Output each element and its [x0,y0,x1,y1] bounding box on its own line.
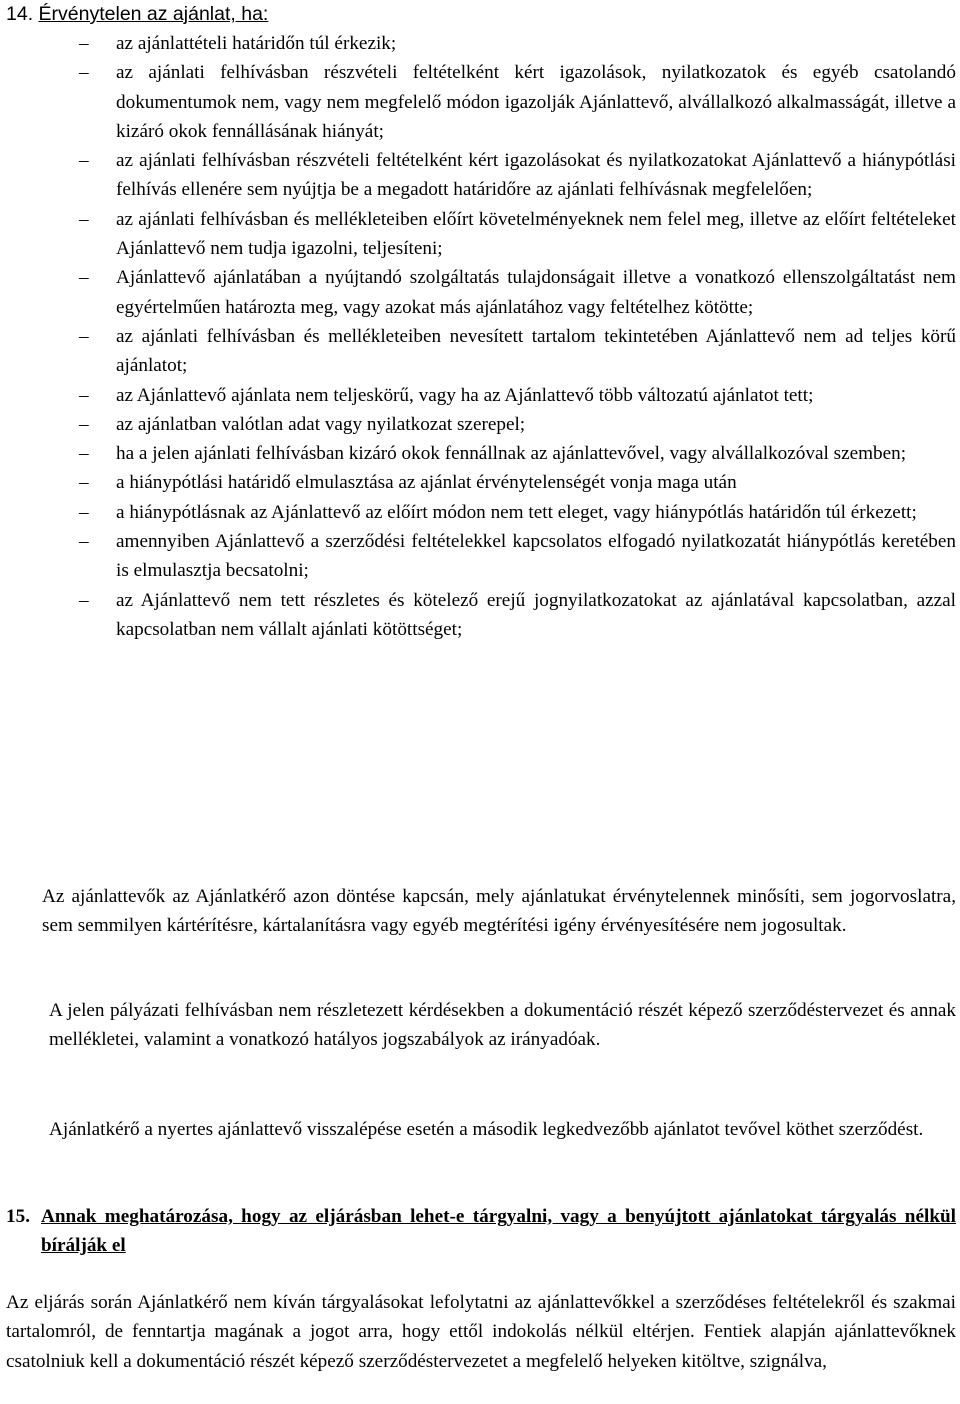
dash-bullet: – [79,384,89,406]
paragraph-second-best-offer: Ajánlatkérő a nyertes ajánlattevő visszalépése esetén a második legkedvezőbb ajánlatot tevővel köthet szerződést. [49,1119,924,1140]
list-item [0,468,960,497]
list-item-text: az ajánlati felhívásban és mellékleteiben nevesített tartalom tekintetében Ajánlattevő nem ad teljes körű ajánlatot; [116,325,956,377]
invalidity-conditions-list [0,29,960,644]
list-item [0,498,960,527]
list-item-text: az Ajánlattevő ajánlata nem teljeskörű, vagy ha az Ajánlattevő több változatú ajánlatot tett; [116,384,814,406]
list-item-text: Ajánlattevő ajánlatában a nyújtandó szolgáltatás tulajdonságait illetve a vonatkozó ellenszolgáltatást nem egyértelműen határozta meg, vagy azokat más ajánlatához vagy feltételhez kötötte; [116,267,956,318]
list-item [0,205,960,264]
list-item-text: az ajánlatban valótlan adat vagy nyilatkozat szerepel; [116,413,526,435]
dash-bullet: – [79,589,89,611]
dash-bullet: – [79,472,89,494]
list-item-text: az ajánlati felhívásban részvételi feltételként kért igazolásokat és nyilatkozatokat Ajánlattevő a hiánypótlási felhívás ellenére sem nyújtja be a megadott határidőre az ajánlati felhívásnak megfelelően; [116,150,956,201]
section-14-heading [6,0,268,29]
list-item-text: amennyiben Ajánlattevő a szerződési feltételekkel kapcsolatos elfogadó nyilatkozatát hiánypótlás keretében is elmulasztja becsatolni; [116,531,956,582]
paragraph-governing-documents: A jelen pályázati felhívásban nem részletezett kérdésekben a dokumentáció részét képező szerződéstervezet és annak mellékletei, valamint a vonatkozó hatályos jogszabályok az irányadóak. [49,1000,956,1051]
dash-bullet: – [79,325,89,347]
list-item [0,410,960,439]
dash-bullet: – [79,150,89,172]
paragraph-negotiation: Az eljárás során Ajánlatkérő nem kíván tárgyalásokat lefolytatni az ajánlattevőkkel a szerződéses feltételekről és szakmai tartalomról, de fenntartja magának a jogot arra, hogy ettől indokolás nélkül eltérjen. Fentiek alapján ajánlattevőknek csatolniuk kell a dokumentáció részét képező szerződéstervezetet a megfelelő helyeken kitöltve, szignálva, [6,1292,956,1372]
dash-bullet: – [79,501,89,523]
list-item-text: az Ajánlattevő nem tett részletes és kötelező erejű jognyilatkozatokat az ajánlatával kapcsolatban, azzal kapcsolatban nem vállalt ajánlati kötöttséget; [116,589,956,640]
list-item-text: a hiánypótlási határidő elmulasztása az ajánlat érvénytelenségét vonja maga után [116,472,737,494]
list-item [0,58,960,146]
dash-bullet: – [79,531,89,553]
list-item-text: az ajánlattételi határidőn túl érkezik; [116,33,397,54]
dash-bullet: – [79,267,89,289]
list-item-text: ha a jelen ajánlati felhívásban kizáró okok fennállnak az ajánlattevővel, vagy alvállalkozóval szemben; [116,443,907,465]
dash-bullet: – [79,62,89,84]
list-item-text: az ajánlati felhívásban és mellékleteiben előírt követelményeknek nem felel meg, illetve az előírt feltételeket Ajánlattevő nem tudja igazolni, teljesíteni; [116,208,956,260]
dash-bullet: – [79,208,89,230]
list-item [0,381,960,410]
list-item [0,29,960,58]
list-item-text: a hiánypótlásnak az Ajánlattevő az előírt módon nem tett eleget, vagy hiánypótlás határidőn túl érkezett; [116,501,917,523]
list-item-text: az ajánlati felhívásban részvételi feltételként kért igazolások, nyilatkozatok és egyéb csatolandó dokumentumok nem, vagy nem megfelelő módon igazolják Ajánlattevő, alvállalkozó alkalmasságát, illetve a kizáró okok fennállásának hiányát; [116,62,956,142]
section-15-heading [6,1202,956,1261]
list-item [0,527,960,586]
list-item [0,586,960,645]
section-15-number: 15. [6,1206,30,1227]
list-item [0,322,960,381]
list-item [0,146,960,205]
section-15-title: Annak meghatározása, hogy az eljárásban lehet-e tárgyalni, vagy a benyújtott ajánlatokat tárgyalás nélkül bírálják el [41,1206,956,1257]
paragraph-no-remedy: Az ajánlattevők az Ajánlatkérő azon döntése kapcsán, mely ajánlatukat érvénytelennek minősíti, sem jogorvoslatra, sem semmilyen kártérítésre, kártalanításra vagy egyéb megtérítési igény érvényesítésére nem jogosultak. [42,886,956,937]
section-14-title: Érvénytelen az ajánlat, ha: [38,3,269,25]
list-item [0,439,960,468]
dash-bullet: – [79,413,89,435]
list-item [0,263,960,322]
dash-bullet: – [79,33,89,54]
dash-bullet: – [79,443,89,465]
section-14-number: 14. [6,3,34,25]
